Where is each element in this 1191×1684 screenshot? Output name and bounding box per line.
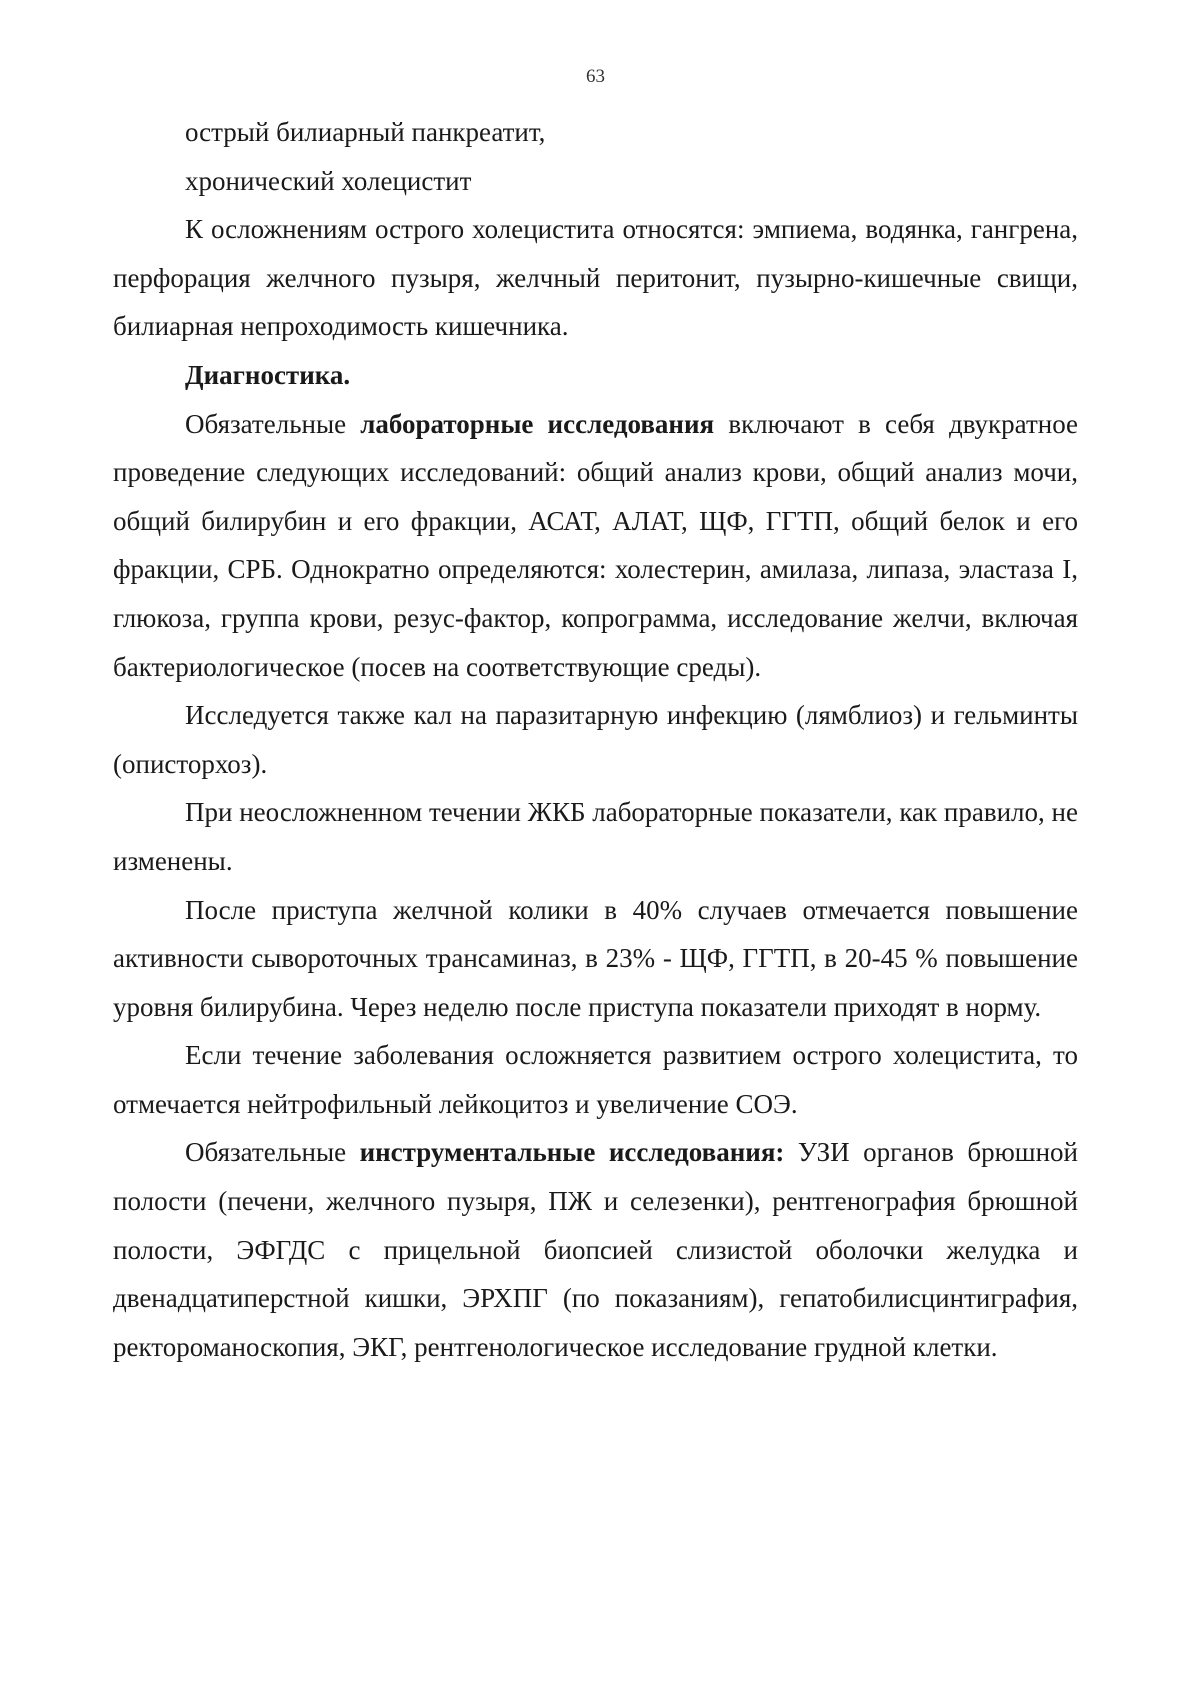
stool-paragraph: Исследуется также кал на паразитарную инфекцию (лямблиоз) и гельминты (описторхоз). [113, 700, 1078, 779]
list-line-2: хронический холецистит [185, 165, 472, 196]
list-line-1: острый билиарный панкреатит, [185, 117, 546, 147]
instr-prefix: Обязательные [185, 1137, 360, 1168]
acute-paragraph: Если течение заболевания осложняется развитием острого холецистита, то отмечается нейтрофильный лейкоцитоз и увеличение СОЭ. [113, 1040, 1078, 1119]
lab-bold: лабораторные исследования [360, 408, 715, 439]
instr-rest: УЗИ органов брюшной полости (печени, желчного пузыря, ПЖ и селезенки), рентгенография брюшной полости, ЭФГДС с прицельной биопсией слизистой оболочки желудка и двенадцатиперстной кишки, ЭРХПГ (по показаниям), гепатобилисцинтиграфия, ректороманоскопия, ЭКГ, рентгенологическое исследование грудной клетки. [113, 1137, 1078, 1362]
page-body [113, 108, 1078, 1371]
lab-paragraph [113, 400, 1078, 692]
after-attack-paragraph: После приступа желчной колики в 40% случаев отмечается повышение активности сывороточных трансаминаз, в 23% - ЩФ, ГГТП, в 20-45 % повышение уровня билирубина. Через неделю после приступа показатели приходят в норму. [113, 894, 1078, 1022]
page-number: 63 [586, 66, 605, 87]
section-heading [113, 351, 1078, 400]
lab-prefix: Обязательные [185, 408, 361, 439]
lab-rest: включают в себя двукратное проведение следующих исследований: общий анализ крови, общий анализ мочи, общий билирубин и его фракции, АСАТ, АЛАТ, ЩФ, ГГТП, общий белок и его фракции, СРБ. Однократно определяются: холестерин, амилаза, липаза, эластаза I, глюкоза, группа крови, резус-фактор, копрограмма, исследование желчи, включая бактериологическое (посев на соответствующие среды). [113, 408, 1079, 682]
uncomplicated-paragraph: При неосложненном течении ЖКБ лабораторные показатели, как правило, не изменены. [113, 797, 1078, 876]
instrumental-paragraph [113, 1128, 1078, 1371]
heading-text: Диагностика. [185, 359, 351, 390]
complications-paragraph: К осложнениям острого холецистита относятся: эмпиема, водянка, гангрена, перфорация желчного пузыря, желчный перитонит, пузырно-кишечные свищи, билиарная непроходимость кишечника. [113, 214, 1078, 342]
instr-bold: инструментальные исследования: [359, 1137, 785, 1168]
